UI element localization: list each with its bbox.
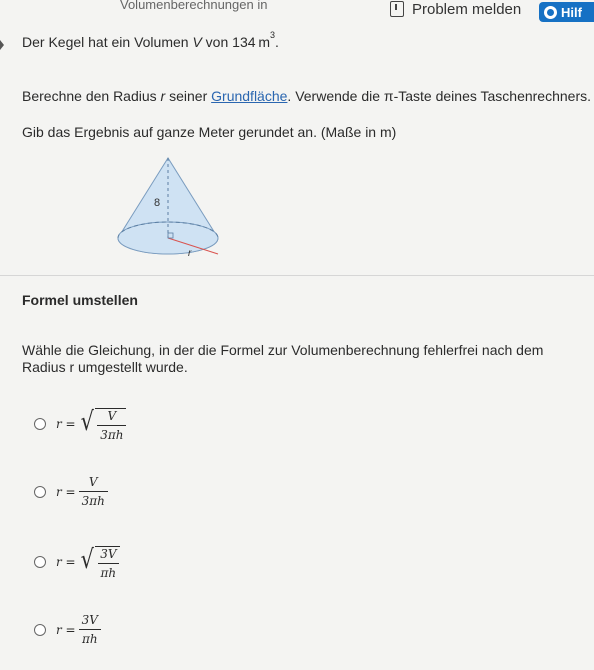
- breadcrumb[interactable]: Volumenberechnungen in: [120, 0, 268, 12]
- task-line-rounding: Gib das Ergebnis auf ganze Meter gerundet an. (Maße in m): [22, 124, 397, 140]
- instruction-text: Wähle die Gleichung, in der die Formel zur Volumenberechnung fehlerfrei nach dem Radius r umgestellt wurde.: [22, 342, 544, 375]
- task-text: von: [201, 34, 233, 50]
- radio-button[interactable]: [34, 418, 46, 430]
- formula-lhs: r =: [56, 622, 76, 637]
- radio-button[interactable]: [34, 624, 46, 636]
- denominator: πh: [79, 629, 101, 646]
- volume-exponent: 3: [270, 30, 276, 40]
- formula: [56, 613, 101, 646]
- task-line-radius: [22, 88, 591, 104]
- volume-unit: m: [258, 34, 270, 50]
- grundflaeche-link[interactable]: Grundfläche: [211, 88, 288, 104]
- square-root: [79, 543, 120, 580]
- numerator: 3V: [100, 547, 117, 561]
- option-2[interactable]: [34, 475, 108, 508]
- var-r: r: [160, 88, 166, 104]
- option-4[interactable]: [34, 613, 101, 646]
- section-title: Formel umstellen: [22, 292, 138, 308]
- volume-value: 134: [232, 34, 256, 50]
- task-text: seiner: [165, 88, 212, 104]
- numerator: 3V: [81, 613, 98, 627]
- fraction: [79, 475, 108, 508]
- height-label: 8: [154, 197, 161, 209]
- report-problem-label: Problem melden: [412, 0, 522, 18]
- option-3[interactable]: [34, 543, 120, 580]
- cone-figure: [110, 150, 230, 275]
- formula-lhs: r =: [56, 416, 76, 431]
- lifebuoy-icon: [544, 6, 557, 19]
- radical-sign: √: [80, 407, 94, 437]
- formula: [56, 543, 120, 580]
- formula-lhs: r =: [56, 484, 76, 499]
- help-button[interactable]: [539, 2, 594, 22]
- help-label: Hilf: [561, 4, 582, 20]
- denominator: 3πh: [97, 425, 126, 442]
- option-1[interactable]: [34, 405, 126, 442]
- radio-button[interactable]: [34, 486, 46, 498]
- formula: [56, 405, 126, 442]
- radio-button[interactable]: [34, 556, 46, 568]
- denominator: πh: [98, 563, 120, 580]
- task-line-volume: [22, 30, 279, 50]
- fraction: [79, 613, 101, 646]
- task-text: Berechne den Radius: [22, 88, 161, 104]
- numerator: V: [88, 475, 98, 489]
- radicand: [95, 408, 126, 442]
- task-text: .: [275, 34, 279, 50]
- numerator: V: [107, 409, 117, 423]
- fraction: [97, 547, 119, 580]
- square-root: [79, 405, 127, 442]
- radical-sign: √: [80, 545, 94, 575]
- top-bar: [0, 0, 594, 24]
- flag-icon: [390, 1, 404, 17]
- radicand: [95, 546, 119, 580]
- formula: [56, 475, 108, 508]
- task-text: . Verwende die π-Taste deines Taschenrechners.: [287, 88, 591, 104]
- var-v: V: [192, 34, 202, 50]
- collapse-arrow-icon[interactable]: [0, 40, 4, 50]
- report-problem-button[interactable]: [390, 0, 521, 19]
- denominator: 3πh: [79, 491, 108, 508]
- fraction: [97, 409, 126, 442]
- task-text: Der Kegel hat ein Volumen: [22, 34, 193, 50]
- radius-label: r: [188, 248, 192, 259]
- formula-lhs: r =: [56, 554, 76, 569]
- section-divider: [0, 275, 594, 276]
